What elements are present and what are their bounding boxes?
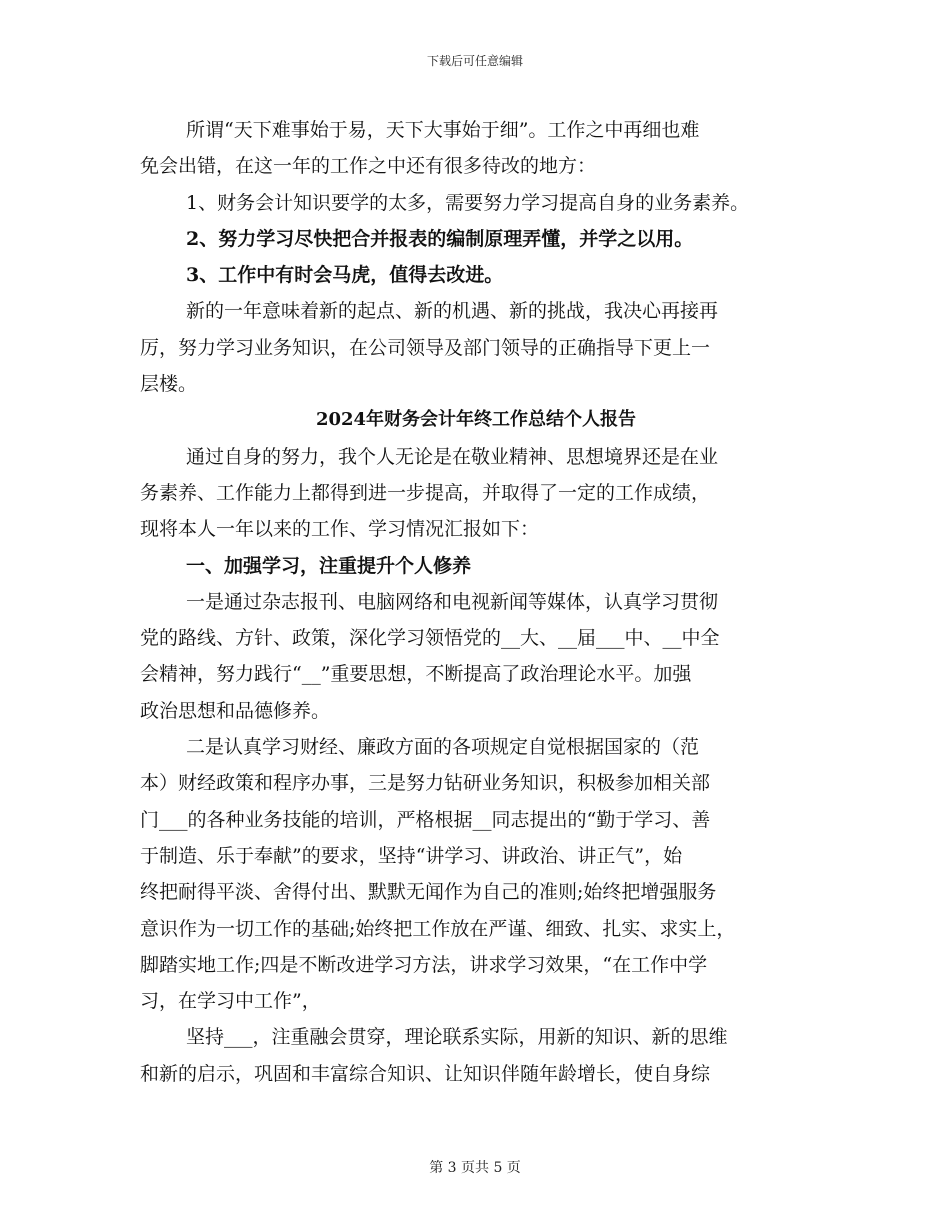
list-item-bold: 2、努力学习尽快把合并报表的编制原理弄懂，并学之以用。 xyxy=(186,227,694,250)
text-line: 坚持___，注重融会贯穿，理论联系实际，用新的知识、新的思维 xyxy=(186,1026,728,1049)
text-line: 二是认真学习财经、廉政方面的各项规定自觉根据国家的（范 xyxy=(186,736,700,759)
text-line: 于制造、乐于奉献”的要求，坚持“讲学习、讲政治、讲正气”，始 xyxy=(140,844,683,867)
text-line: 通过自身的努力，我个人无论是在敬业精神、思想境界还是在业 xyxy=(186,445,719,468)
text-line: 意识作为一切工作的基础;始终把工作放在严谨、细致、扎实、求实上， xyxy=(140,917,736,940)
text-line: 政治思想和品德修养。 xyxy=(140,699,331,722)
page-footer: 第 3 页共 5 页 xyxy=(429,1160,521,1176)
text-line: 厉，努力学习业务知识，在公司领导及部门领导的正确指导下更上一 xyxy=(140,336,711,359)
text-line: 层楼。 xyxy=(140,373,198,396)
text-line: 1、财务会计知识要学的太多，需要努力学习提高自身的业务素养。 xyxy=(186,191,750,214)
text-line: 所谓“天下难事始于易，天下大事始于细”。工作之中再细也难 xyxy=(186,119,700,141)
text-line: 党的路线、方针、政策，深化学习领悟党的__大、__届___中、__中全 xyxy=(140,627,720,650)
text-line: 脚踏实地工作;四是不断改进学习方法，讲求学习效果，“在工作中学 xyxy=(140,953,708,976)
text-line: 习，在学习中工作”， xyxy=(140,990,321,1013)
section-heading: 一、加强学习，注重提升个人修养 xyxy=(186,554,472,577)
text-line: 现将本人一年以来的工作、学习情况汇报如下： xyxy=(140,518,540,541)
text-line: 门___的各种业务技能的培训，严格根据__同志提出的“勤于学习、善 xyxy=(140,808,711,831)
text-line: 和新的启示，巩固和丰富综合知识、让知识伴随年龄增长，使自身综 xyxy=(140,1062,711,1085)
list-item-bold: 3、工作中有时会马虎，值得去改进。 xyxy=(186,264,504,287)
document-body xyxy=(140,112,812,1092)
text-line: 一是通过杂志报刊、电脑网络和电视新闻等媒体，认真学习贯彻 xyxy=(186,590,719,613)
page-header: 下载后可任意编辑 xyxy=(426,54,523,68)
text-line: 新的一年意味着新的起点、新的机遇、新的挑战，我决心再接再 xyxy=(186,300,719,323)
text-line: 免会出错，在这一年的工作之中还有很多待改的地方： xyxy=(140,155,597,178)
section-title: 2024年财务会计年终工作总结个人报告 xyxy=(315,409,637,431)
text-line: 终把耐得平淡、舍得付出、默默无闻作为自己的准则;始终把增强服务 xyxy=(140,881,717,904)
text-line: 会精神，努力践行“__”重要思想，不断提高了政治理论水平。加强 xyxy=(140,663,692,686)
text-line: 务素养、工作能力上都得到进一步提高，并取得了一定的工作成绩， xyxy=(140,481,711,504)
text-line: 本）财经政策和程序办事，三是努力钻研业务知识，积极参加相关部 xyxy=(140,772,711,795)
